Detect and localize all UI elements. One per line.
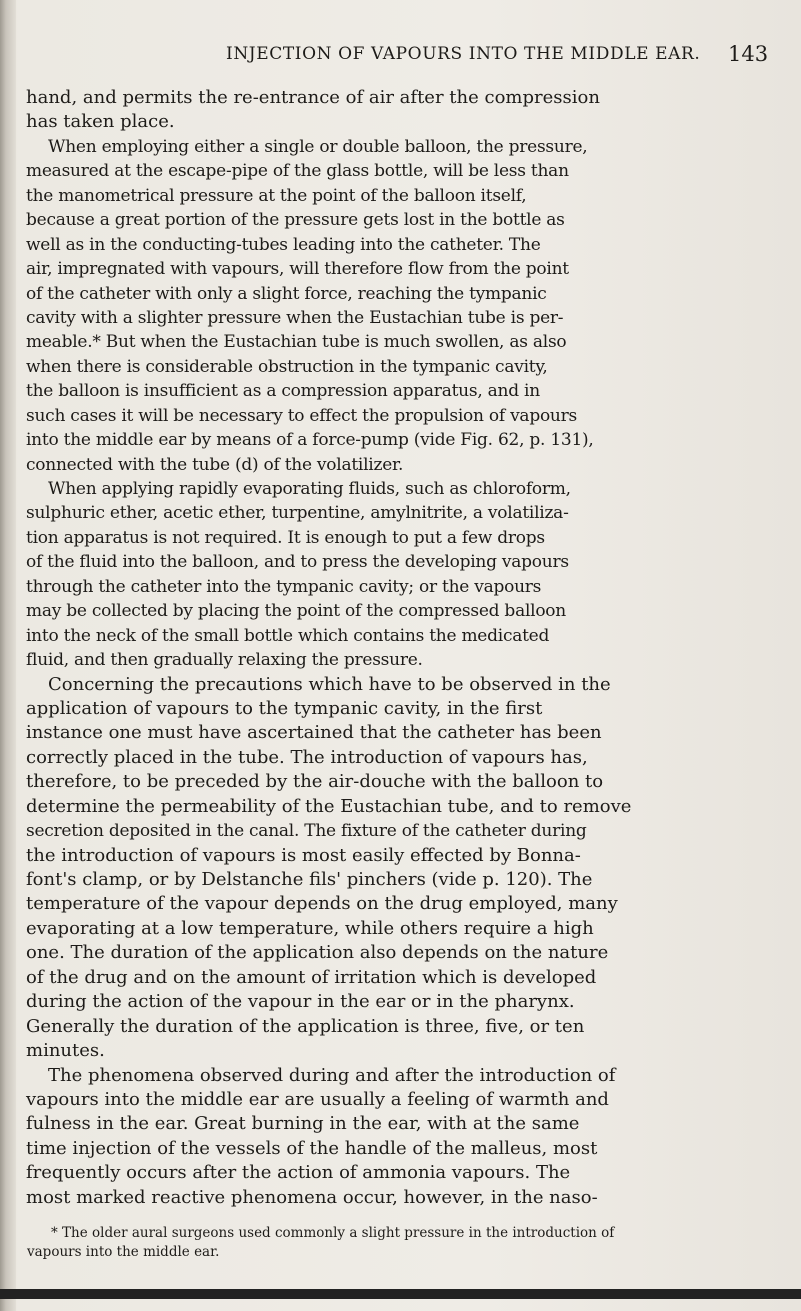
text-line: instance one must have ascertained that the catheter has been [26,722,602,744]
text-line: correctly placed in the tube. The introduction of vapours has, [26,746,588,768]
text-line: may be collected by placing the point of the compressed balloon [26,601,566,622]
text-line: tion apparatus is not required. It is enough to put a few drops [26,527,545,548]
text-line: has taken place. [26,111,175,133]
text-line: one. The duration of the application also depends on the nature [26,942,609,964]
text-line: evaporating at a low temperature, while others require a high [26,917,594,939]
text-line: minutes. [26,1040,105,1062]
page-number: 143 [728,42,769,66]
text-line: When applying rapidly evaporating fluids, such as chloroform, [48,479,571,499]
text-line: Generally the duration of the application is three, five, or ten [26,1015,585,1037]
bottom-rule [0,1289,801,1299]
text-line: determine the permeability of the Eustachian tube, and to remove [26,795,632,817]
text-line: temperature of the vapour depends on the drug employed, many [26,893,618,915]
text-line: of the catheter with only a slight force, reaching the tympanic [26,283,547,304]
text-line: vapours into the middle ear are usually a feeling of warmth and [26,1088,609,1110]
text-line: fulness in the ear. Great burning in the ear, with at the same [26,1113,580,1135]
binding-edge [0,0,16,1311]
footnote-line: vapours into the middle ear. [27,1244,220,1260]
text-line: into the neck of the small bottle which contains the medicated [26,625,550,646]
running-head [226,42,769,74]
text-line: into the middle ear by means of a force-pump (vide Fig. 62, p. 131), [26,430,594,451]
text-line: the introduction of vapours is most easily effected by Bonna- [26,844,581,866]
footnote [27,1224,771,1262]
text-line: such cases it will be necessary to effect the propulsion of vapours [26,405,577,426]
text-line: font's clamp, or by Delstanche fils' pinchers (vide p. 120). The [26,869,593,890]
text-line: during the action of the vapour in the ear or in the pharynx. [26,991,575,1013]
body-text [26,86,770,1246]
text-line: because a great portion of the pressure gets lost in the bottle as [26,210,565,231]
text-line: of the drug and on the amount of irritation which is developed [26,966,597,988]
running-title: INJECTION OF VAPOURS INTO THE MIDDLE EAR. [226,44,701,64]
text-line: most marked reactive phenomena occur, however, in the naso- [26,1186,598,1208]
text-line: well as in the conducting-tubes leading into the catheter. The [26,234,541,255]
text-line: therefore, to be preceded by the air-douche with the balloon to [26,771,604,793]
text-line: The phenomena observed during and after the introduction of [48,1064,616,1086]
text-line: when there is considerable obstruction in the tympanic cavity, [26,356,548,377]
text-line: application of vapours to the tympanic cavity, in the first [26,697,543,719]
text-line: hand, and permits the re-entrance of air after the compression [26,87,600,108]
footnote-line: * The older aural surgeons used commonly a slight pressure in the introduction of [51,1225,615,1241]
text-line: secretion deposited in the canal. The fixture of the catheter during [26,821,587,842]
text-line: Concerning the precautions which have to be observed in the [48,673,611,695]
text-line: fluid, and then gradually relaxing the pressure. [26,650,423,671]
text-line: frequently occurs after the action of ammonia vapours. The [26,1162,571,1184]
text-line: air, impregnated with vapours, will therefore flow from the point [26,259,569,280]
text-line: through the catheter into the tympanic cavity; or the vapours [26,576,542,597]
text-line: cavity with a slighter pressure when the Eustachian tube is per- [26,307,564,328]
text-line: sulphuric ether, acetic ether, turpentine, amylnitrite, a volatiliza- [26,503,569,524]
text-line: of the fluid into the balloon, and to press the developing vapours [26,552,569,573]
text-line: When employing either a single or double balloon, the pressure, [48,136,588,157]
text-line: meable.* But when the Eustachian tube is much swollen, as also [26,332,567,353]
text-line: connected with the tube (d) of the volatilizer. [26,454,404,475]
text-line: the manometrical pressure at the point of the balloon itself, [26,185,527,206]
text-line: measured at the escape-pipe of the glass bottle, will be less than [26,161,569,182]
text-line: the balloon is insufficient as a compression apparatus, and in [26,381,540,402]
text-line: time injection of the vessels of the handle of the malleus, most [26,1137,598,1159]
